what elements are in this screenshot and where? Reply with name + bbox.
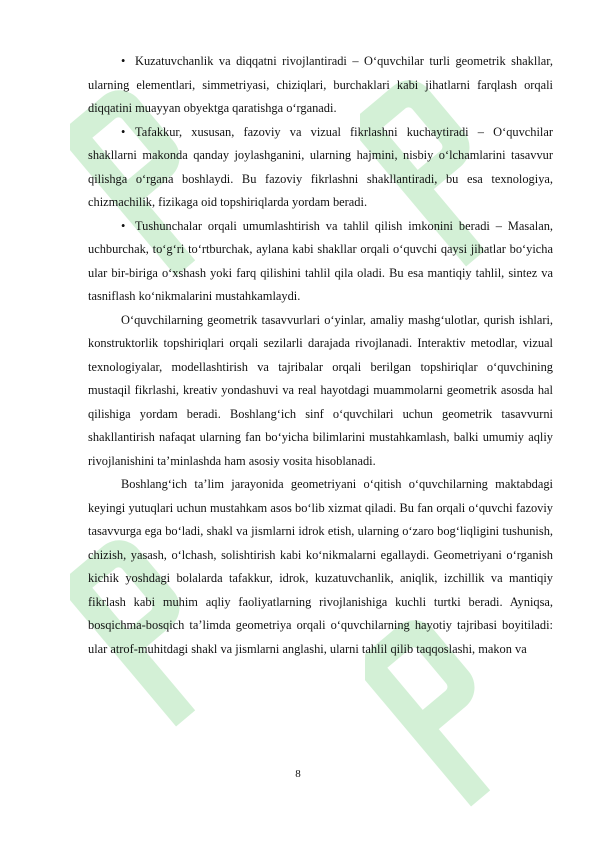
bullet-icon: • <box>121 124 126 139</box>
bullet-icon: • <box>121 218 126 233</box>
body-paragraph: Boshlang‘ich ta’lim jarayonida geometriyani o‘qitish o‘quvchilarning maktabdagi keyingi yutuqlari uchun mustahkam asos bo‘lib xizmat qiladi. Bu fan orqali o‘quvchi fazoviy tasavvurga ega bo‘ladi, shakl va jismlarni idrok etish, ularning o‘zaro bog‘liqligini tushunish, chizish, yasash, o‘lchash, solishtirish kabi ko‘nikmalarni egallaydi. Geometriyani o‘rganish kichik yoshdagi bolalarda tafakkur, idrok, kuzatuvchanlik, aniqlik, izchillik va mantiqiy fikrlash kabi muhim aqliy faoliyatlarning rivojlanishiga kuchli turtki beradi. Ayniqsa, bosqichma-bosqich ta’limda geometriya orqali o‘quvchilarning hayotiy tajribasi boyitiladi: ular atrof-muhitdagi shakl va jismlarni anglashi, ularni tahlil qilib taqqoslashi, makon va <box>88 477 553 656</box>
bullet-text: Tushunchalar orqali umumlashtirish va tahlil qilish imkonini beradi – Masalan, uchburchak, to‘g‘ri to‘rtburchak, aylana kabi shakllar orqali o‘quvchi qaysi jihatlar bo‘yicha ular bir-biriga o‘xshash yoki farq qilishini tahlil qila oladi. Bu esa mantiqiy tahlil, sintez va tasniflash ko‘nikmalarini mustahkamlaydi. <box>88 218 553 303</box>
bullet-icon: • <box>121 54 126 68</box>
bullet-item <box>88 121 553 215</box>
page-number: 8 <box>295 768 301 780</box>
page-body <box>88 50 553 661</box>
bullet-text: Tafakkur, xususan, fazoviy va vizual fikrlashni kuchaytiradi – O‘quvchilar shakllarni makonda qanday joylashganini, ularning hajmini, nisbiy o‘lchamlarini tasavvur qilishga o‘rgana boshlaydi. Bu fazoviy fikrlashni shakllantiradi, bu esa texnologiya, chizmachilik, fizikaga oid topshiriqlarda yordam beradi. <box>88 124 553 209</box>
bullet-item <box>88 215 553 309</box>
body-paragraph: O‘quvchilarning geometrik tasavvurlari o‘yinlar, amaliy mashg‘ulotlar, qurish ishlari, konstruktorlik topshiriqlari orqali sezilarli darajada rivojlanadi. Interaktiv metodlar, vizual texnologiyalar, modellashtirish va tajribalar orqali berilgan topshiriqlar o‘quvchining mustaqil fikrlashi, kreativ yondashuvi va real hayotdagi muammolarni geometrik asosda hal qilishiga yordam beradi. Boshlang‘ich sinf o‘quvchilari uchun geometrik tasavvurni shakllantirish nafaqat ularning fan bo‘yicha bilimlarini mustahkamlash, balki umumiy aqliy rivojlanishini ta’minlashda ham asosiy vosita hisoblanadi. <box>88 312 553 468</box>
bullet-text: Kuzatuvchanlik va diqqatni rivojlantiradi – O‘quvchilar turli geometrik shakllar, ularning elementlari, simmetriyasi, chiziqlari, burchaklari kabi jihatlarni farqlash orqali diqqatini muayyan obyektga qaratishga o‘rganadi. <box>88 54 553 115</box>
bullet-item <box>88 50 553 121</box>
